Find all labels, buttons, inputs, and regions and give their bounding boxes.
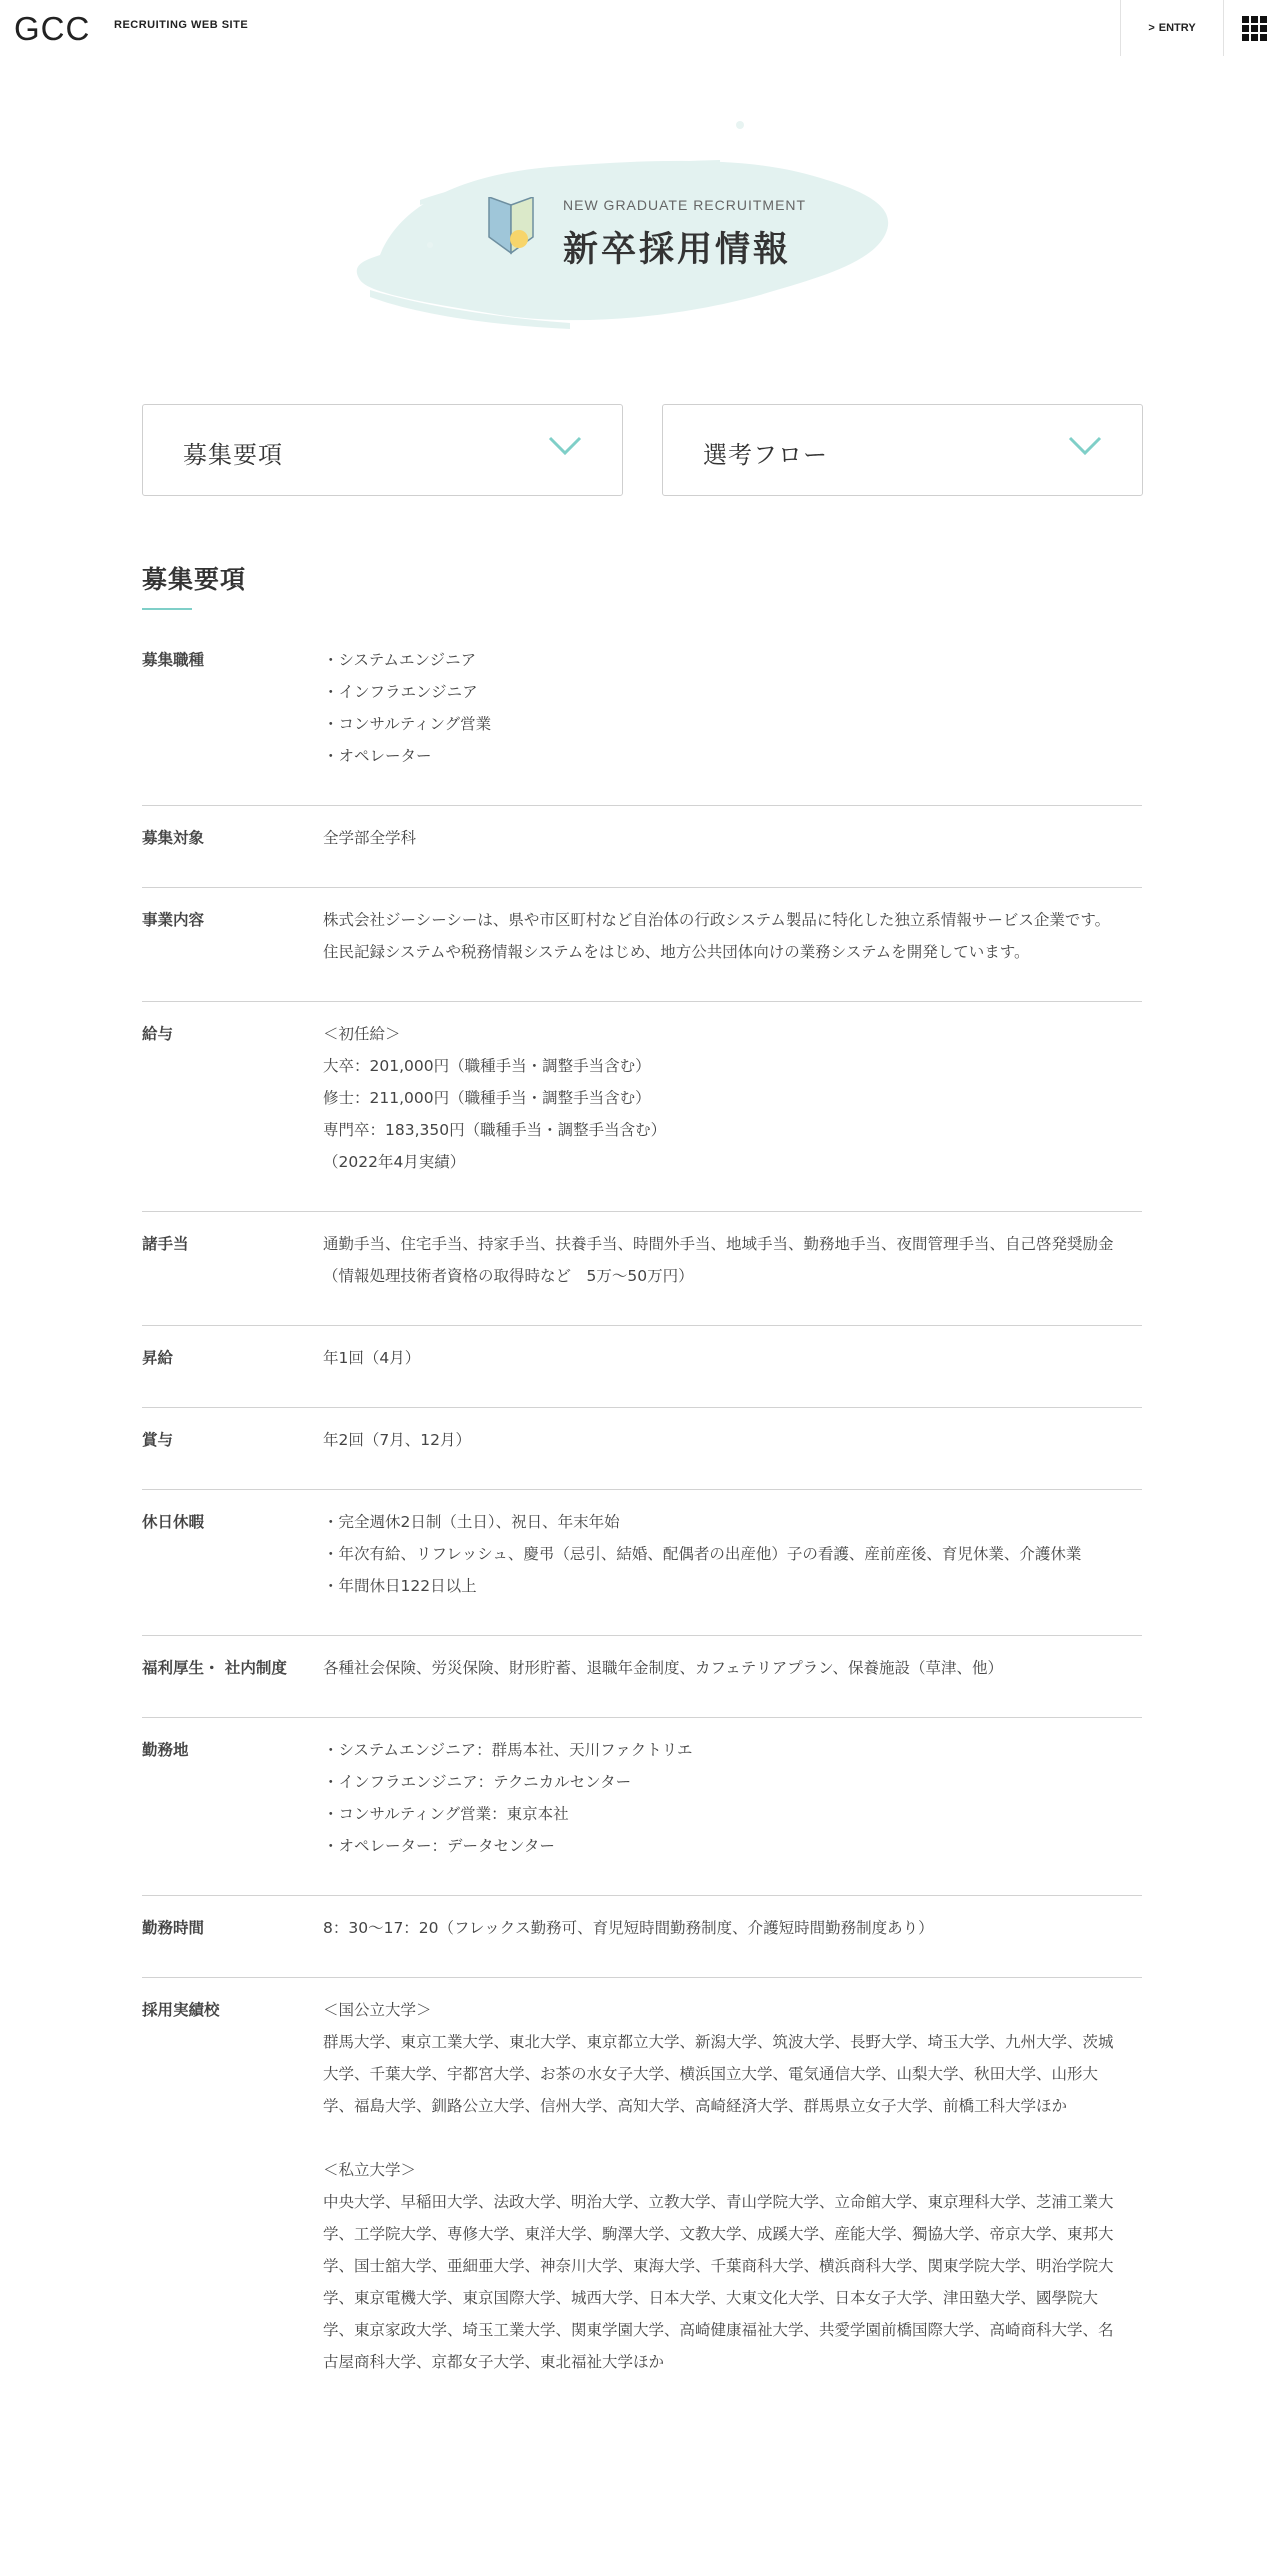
chevron-down-icon <box>1068 435 1102 457</box>
requirement-row <box>142 888 1142 1002</box>
requirement-row <box>142 806 1142 888</box>
requirement-label: 勤務地 <box>142 1741 189 1759</box>
tab-selection-flow-label: 選考フロー <box>703 441 828 469</box>
requirement-line: 年1回（4月） <box>323 1349 421 1367</box>
entry-button[interactable] <box>1120 0 1224 56</box>
requirement-label: 休日休暇 <box>142 1513 205 1531</box>
requirement-value <box>323 1652 1142 1684</box>
requirement-label: 採用実績校 <box>142 2001 220 2019</box>
entry-button-label: ENTRY <box>1158 22 1196 34</box>
requirement-label: 事業内容 <box>142 911 205 929</box>
requirement-row <box>142 1978 1142 2411</box>
menu-button[interactable] <box>1224 0 1284 56</box>
requirement-line: ・年次有給、リフレッシュ、慶弔（忌引、結婚、配偶者の出産他）子の看護、産前産後、育児休業、介護休業 <box>323 1545 1082 1563</box>
requirement-line: （2022年4月実績） <box>323 1153 466 1171</box>
requirement-line: 修士：211,000円（職種手当・調整手当含む） <box>323 1089 651 1107</box>
chevron-right-icon: > <box>1148 22 1155 34</box>
hero-subtitle: NEW GRADUATE RECRUITMENT <box>563 197 807 213</box>
requirement-row <box>142 1896 1142 1978</box>
beginner-mark-icon <box>485 197 537 259</box>
requirement-line: 学、工学院大学、専修大学、東洋大学、駒澤大学、文教大学、成蹊大学、産能大学、獨協大学、帝京大学、東邦大 <box>323 2225 1114 2243</box>
page-title: 新卒採用情報 <box>563 230 792 270</box>
tab-requirements[interactable] <box>142 404 623 496</box>
requirement-line: ・コンサルティング営業：東京本社 <box>323 1805 569 1823</box>
requirement-line: 学、福島大学、釧路公立大学、信州大学、高知大学、高崎経済大学、群馬県立女子大学、前橋工科大学ほか <box>323 2097 1068 2115</box>
requirement-line: 学、国士舘大学、亜細亜大学、神奈川大学、東海大学、千葉商科大学、横浜商科大学、関東学院大学、明治学院大 <box>323 2257 1114 2275</box>
requirement-line: 通勤手当、住宅手当、持家手当、扶養手当、時間外手当、地域手当、勤務地手当、夜間管理手当、自己啓発奨励金 <box>323 1235 1114 1253</box>
requirement-label: 賞与 <box>142 1431 174 1449</box>
requirement-line: 学、東京電機大学、東京国際大学、城西大学、日本大学、大東文化大学、日本女子大学、津田塾大学、國學院大 <box>323 2289 1099 2307</box>
requirement-label: 諸手当 <box>142 1235 189 1253</box>
requirement-line: ・オペレーター <box>323 747 432 765</box>
site-header <box>0 0 1284 56</box>
requirement-value <box>323 904 1142 968</box>
requirements-table <box>142 628 1142 2411</box>
requirement-line: ・年間休日122日以上 <box>323 1577 477 1595</box>
requirement-line: 群馬大学、東京工業大学、東北大学、東京都立大学、新潟大学、筑波大学、長野大学、埼玉大学、九州大学、茨城 <box>323 2033 1114 2051</box>
requirement-label: 勤務時間 <box>142 1919 205 1937</box>
requirement-value <box>323 1018 1142 1178</box>
requirement-value <box>323 1734 1142 1862</box>
requirement-value <box>323 1228 1142 1292</box>
requirement-row <box>142 628 1142 806</box>
requirement-spacer <box>323 2122 1142 2154</box>
hero-section <box>340 105 900 345</box>
requirement-line: ・オペレーター：データセンター <box>323 1837 555 1855</box>
requirement-row <box>142 1636 1142 1718</box>
requirement-line: 大学、千葉大学、宇都宮大学、お茶の水女子大学、横浜国立大学、電気通信大学、山梨大学、秋田大学、山形大 <box>323 2065 1099 2083</box>
requirement-value <box>323 822 1142 854</box>
requirement-line: 全学部全学科 <box>323 829 417 847</box>
tab-requirements-label: 募集要項 <box>183 441 283 469</box>
requirement-row <box>142 1490 1142 1636</box>
site-logo[interactable]: GCC <box>14 10 91 47</box>
requirement-row <box>142 1718 1142 1896</box>
requirement-label: 給与 <box>142 1025 174 1043</box>
requirement-line: 大卒：201,000円（職種手当・調整手当含む） <box>323 1057 651 1075</box>
requirement-value <box>323 1424 1142 1456</box>
requirement-label: 募集対象 <box>142 829 205 847</box>
requirement-line: ＜初任給＞ <box>323 1025 401 1043</box>
requirement-line: ＜国公立大学＞ <box>323 2001 432 2019</box>
requirement-line: 学、東京家政大学、埼玉工業大学、関東学園大学、高崎健康福祉大学、共愛学園前橋国際大学、高崎商科大学、名 <box>323 2321 1114 2339</box>
requirement-row <box>142 1408 1142 1490</box>
requirement-label: 福利厚生・ 社内制度 <box>142 1659 287 1677</box>
requirement-line: 専門卒：183,350円（職種手当・調整手当含む） <box>323 1121 667 1139</box>
requirement-line: ・インフラエンジニア：テクニカルセンター <box>323 1773 632 1791</box>
grid-menu-icon <box>1242 16 1267 41</box>
requirement-value <box>323 644 1142 772</box>
requirement-value <box>323 1506 1142 1602</box>
requirement-line: ・コンサルティング営業 <box>323 715 492 733</box>
requirement-label: 昇給 <box>142 1349 174 1367</box>
requirement-line: 住民記録システムや税務情報システムをはじめ、地方公共団体向けの業務システムを開発しています。 <box>323 943 1030 961</box>
requirement-line: ＜私立大学＞ <box>323 2161 417 2179</box>
section-title: 募集要項 <box>142 565 247 594</box>
requirement-line: 株式会社ジーシーシーは、県や市区町村など自治体の行政システム製品に特化した独立系情報サービス企業です。 <box>323 911 1111 929</box>
requirement-value <box>323 1912 1142 1944</box>
requirement-row <box>142 1326 1142 1408</box>
section-title-underline <box>142 608 192 610</box>
tab-selection-flow[interactable] <box>662 404 1143 496</box>
requirement-line: ・インフラエンジニア <box>323 683 478 701</box>
requirement-row <box>142 1212 1142 1326</box>
requirement-line: 各種社会保険、労災保険、財形貯蓄、退職年金制度、カフェテリアプラン、保養施設（草津、他） <box>323 1659 1003 1677</box>
requirement-row <box>142 1002 1142 1212</box>
requirement-line: 年2回（7月、12月） <box>323 1431 471 1449</box>
requirement-line: 中央大学、早稲田大学、法政大学、明治大学、立教大学、青山学院大学、立命館大学、東京理科大学、芝浦工業大 <box>323 2193 1114 2211</box>
requirement-line: （情報処理技術者資格の取得時など 5万〜50万円） <box>323 1267 694 1285</box>
requirement-line: 古屋商科大学、京都女子大学、東北福祉大学ほか <box>323 2353 665 2371</box>
requirement-value <box>323 1342 1142 1374</box>
requirement-line: ・システムエンジニア：群馬本社、天川ファクトリエ <box>323 1741 693 1759</box>
requirement-line: ・完全週休2日制（土日）、祝日、年末年始 <box>323 1513 620 1531</box>
chevron-down-icon <box>548 435 582 457</box>
requirement-value <box>323 1994 1142 2378</box>
requirement-line: ・システムエンジニア <box>323 651 477 669</box>
requirement-label: 募集職種 <box>142 651 205 669</box>
site-logo-subtitle: RECRUITING WEB SITE <box>114 19 249 31</box>
requirement-line: 8：30〜17：20（フレックス勤務可、育児短時間勤務制度、介護短時間勤務制度あり） <box>323 1919 934 1937</box>
